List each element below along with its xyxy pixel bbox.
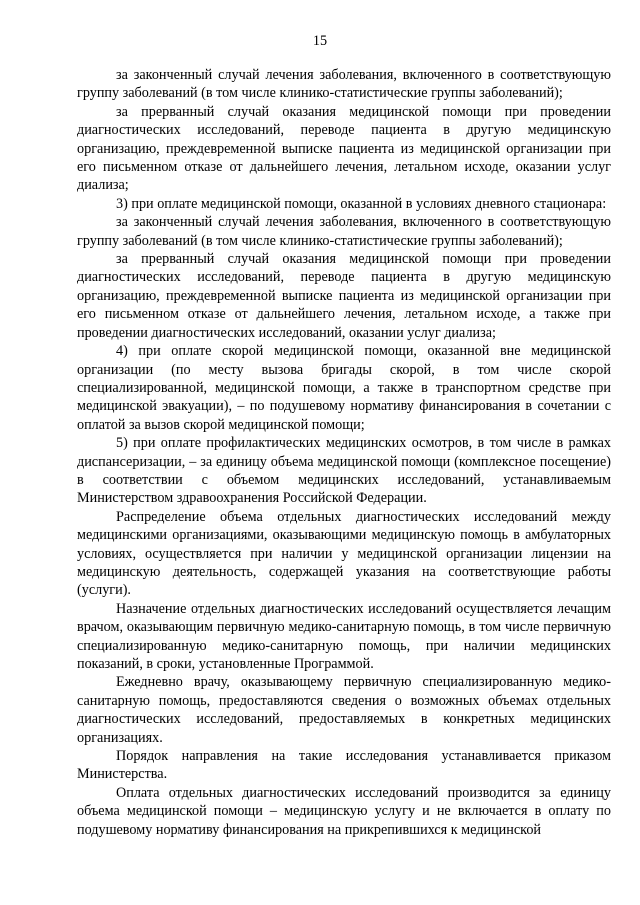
paragraph-emergency-care: 4) при оплате скорой медицинской помощи, оказанной вне медицинской организации (по месту вызова бригады скорой, в том числе скорой специализированной, медицинской помощи, а также в транспортном средстве при медицинской эвакуации), – по подушевому нормативу финансирования в сочетании с оплатой за вызов скорой медицинской помощи;: [77, 343, 611, 433]
paragraph-completed-case-day-hospital: за законченный случай лечения заболевания, включенного в соответствующую группу заболеваний (в том числе клинико-статистические группы заболеваний);: [77, 214, 611, 249]
document-body: [77, 66, 611, 839]
paragraph-day-hospital-heading: 3) при оплате медицинской помощи, оказанной в условиях дневного стационара:: [116, 195, 607, 212]
paragraph-payment-of-diagnostics: Оплата отдельных диагностических исследований производится за единицу объема медицинской помощи – медицинскую услугу и не включается в оплату по подушевому нормативу финансирования на прикрепившихся к медицинской: [77, 784, 611, 838]
paragraph-completed-case-stationary: за законченный случай лечения заболевания, включенного в соответствующую группу заболеваний (в том числе клинико-статистические группы заболеваний);: [77, 67, 611, 102]
paragraph-referral-procedure: Порядок направления на такие исследования устанавливается приказом Министерства.: [77, 748, 611, 783]
paragraph-daily-information: Ежедневно врачу, оказывающему первичную специализированную медико-санитарную помощь, предоставляются сведения о возможных объемах отдельных диагностических исследований, предоставляемых в конкретных медицинских организациях.: [77, 674, 611, 746]
paragraph-distribution-of-diagnostics: Распределение объема отдельных диагностических исследований между медицинскими организациями, оказывающими медицинскую помощь в амбулаторных условиях, осуществляется при наличии у медицинской организации лицензии на медицинскую деятельность, содержащей указания на соответствующие работы (услуги).: [77, 508, 611, 599]
paragraph-interrupted-case-stationary: за прерванный случай оказания медицинской помощи при проведении диагностических исследований, переводе пациента в другую медицинскую организацию, преждевременной выписке пациента из медицинской организации при его письменном отказе от дальнейшего лечения, летальном исходе, оказании услуг диализа;: [77, 103, 611, 194]
paragraph-interrupted-case-day-hospital: за прерванный случай оказания медицинской помощи при проведении диагностических исследований, переводе пациента в другую медицинскую организацию, преждевременной выписке пациента из медицинской организации при его письменном отказе от дальнейшего лечения, летальном исходе, а также при проведении диагностических исследований, оказании услуг диализа;: [77, 251, 611, 341]
page-number: 15: [312, 33, 328, 49]
paragraph-preventive-exams: 5) при оплате профилактических медицинских осмотров, в том числе в рамках диспансеризации, – за единицу объема медицинской помощи (комплексное посещение) в соответствии с объемом медицинских исследований, устанавливаемым Министерством здравоохранения Российской Федерации.: [77, 435, 611, 507]
paragraph-prescription-of-diagnostics: Назначение отдельных диагностических исследований осуществляется лечащим врачом, оказывающим первичную медико-санитарную помощь, в том числе первичную специализированную медико-санитарную помощь, при наличии медицинских показаний, в сроки, установленные Программой.: [77, 600, 611, 672]
